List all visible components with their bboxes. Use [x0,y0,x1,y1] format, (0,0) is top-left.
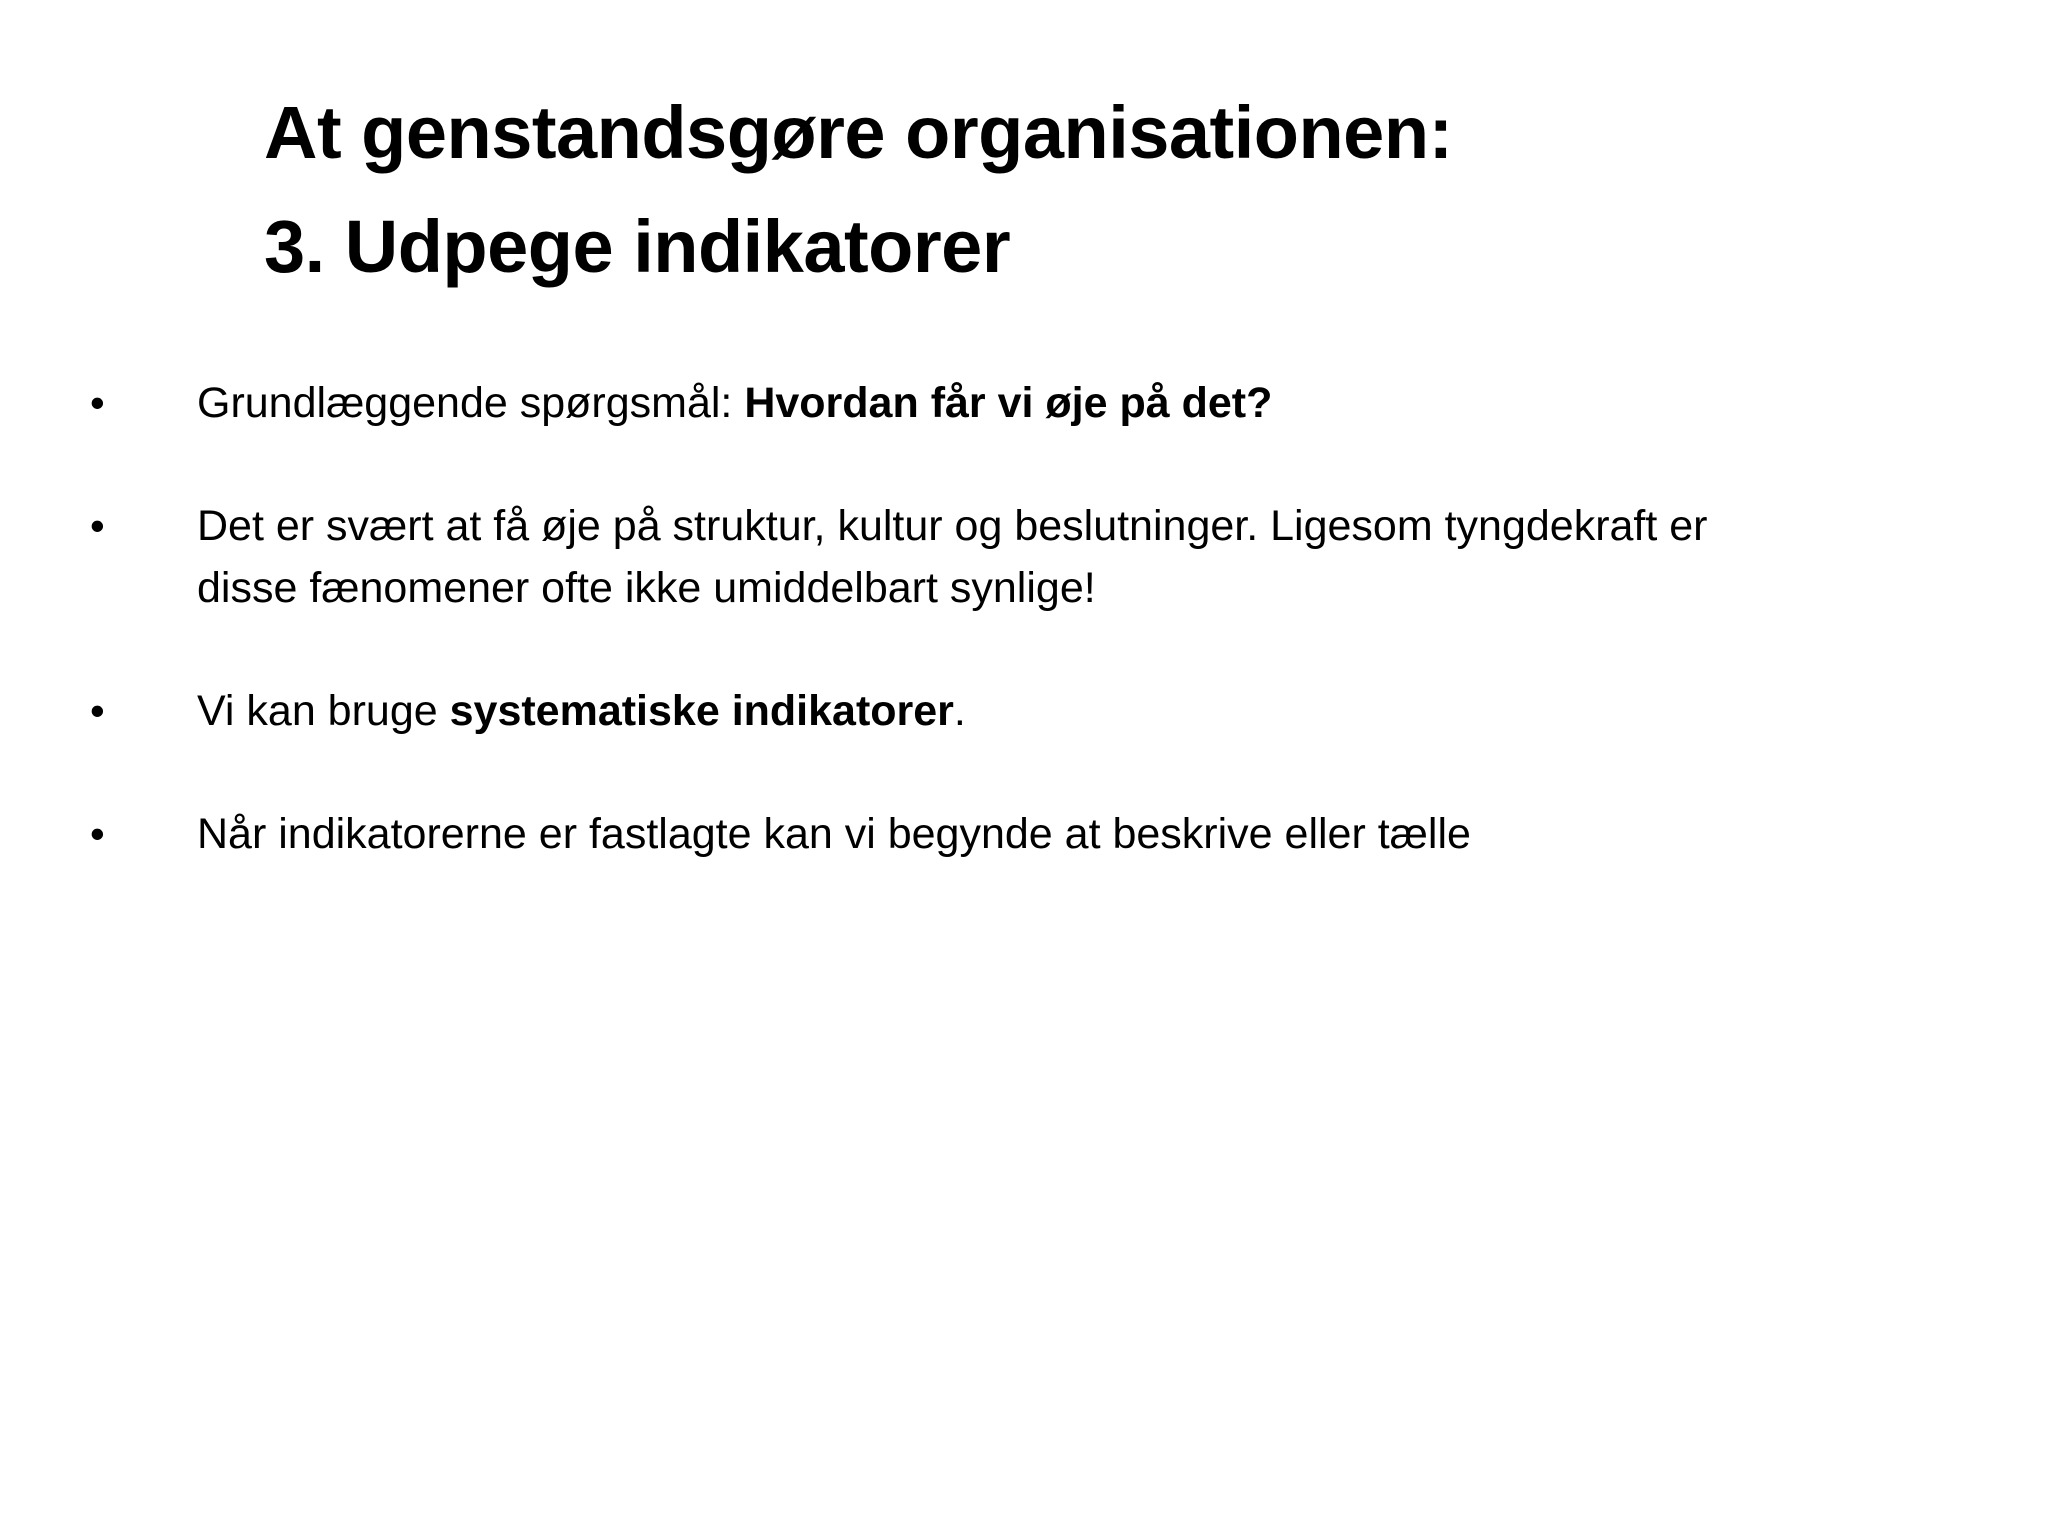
bullet-text [197,680,1897,742]
bullet-point-icon: • [90,502,105,549]
bullet-text [197,372,1897,434]
slide-title-line-2: 3. Udpege indikatorer [264,205,1011,288]
bullet-text-bold: systematiske indikatorer [449,687,954,735]
bullet-text-line-1: Det er svært at få øje på struktur, kultur og beslutninger. Ligesom tyngdekraft er [197,502,1708,550]
bullet-text-regular: Vi kan bruge [197,687,450,735]
bullet-text-regular: Grundlæggende spørgsmål: [197,379,745,427]
bullet-point-icon: • [90,810,105,857]
bullet-point-icon: • [90,379,105,426]
bullet-text-line-2: disse fænomener ofte ikke umiddelbart synlige! [197,564,1096,612]
bullet-text [197,803,1897,865]
bullet-point-icon: • [90,687,105,734]
bullet-text-after: . [953,687,966,735]
bullet-text [197,495,1897,619]
slide-title-line-1: At genstandsgøre organisationen: [264,91,1453,174]
bullet-text-bold: Hvordan får vi øje på det? [744,379,1273,427]
bullet-text-regular: Når indikatorerne er fastlagte kan vi begynde at beskrive eller tælle [197,810,1471,858]
